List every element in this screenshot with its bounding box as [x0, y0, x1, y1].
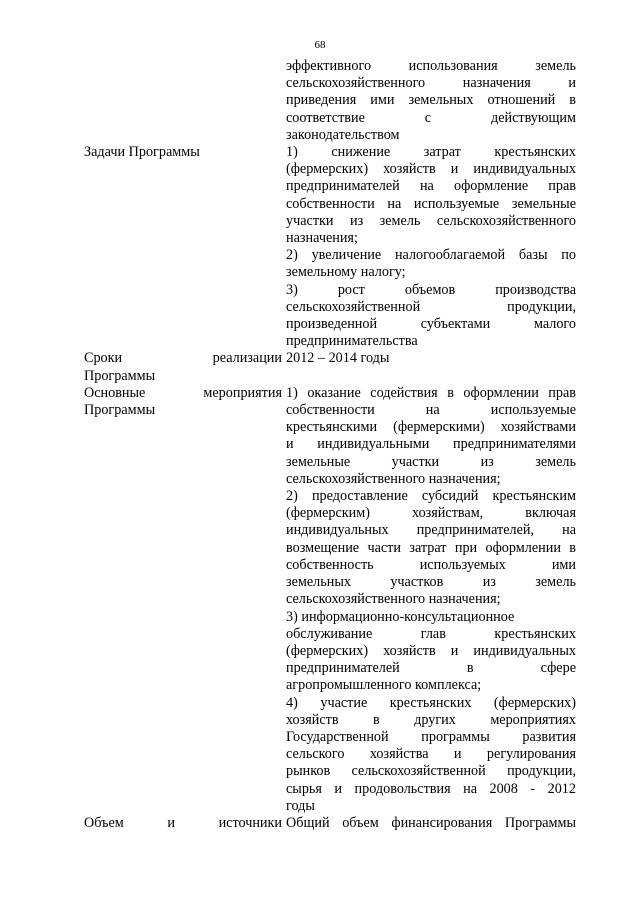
row-value [286, 58, 576, 144]
value-line: собственности на используемые [286, 402, 576, 419]
table-row [84, 815, 576, 832]
value-line: участки из земель сельскохозяйственного [286, 212, 576, 229]
value-line: предпринимателей в сфере [286, 660, 576, 677]
value-line: Государственной программы развития [286, 728, 576, 745]
value-line: эффективного использования земель [286, 58, 576, 74]
value-line: (фермерских) хозяйств и индивидуальных [286, 161, 576, 178]
value-line: хозяйств в других мероприятиях [286, 711, 576, 728]
value-line: агропромышленного комплекса; [286, 677, 482, 694]
value-line: сельского хозяйства и регулирования [286, 746, 576, 763]
row-label [84, 144, 282, 161]
value-line: земельных участков из земель [286, 574, 576, 591]
row-label [84, 350, 282, 384]
value-line: (фермерским) хозяйствам, включая [286, 505, 576, 522]
value-line: индивидуальных предпринимателей, на [286, 522, 576, 539]
table-row [84, 385, 576, 815]
program-passport-table [84, 58, 576, 832]
value-line: (фермерских) хозяйств и индивидуальных [286, 642, 576, 659]
value-line: сельскохозяйственного назначения и [286, 75, 576, 92]
label-line: Программы [84, 367, 156, 384]
value-line: законодательством [286, 126, 400, 143]
table-row [84, 144, 576, 350]
value-line: Общий объем финансирования Программы [286, 814, 576, 831]
row-value [286, 144, 576, 350]
label-line: Задачи Программы [84, 144, 200, 161]
value-line: 2) предоставление субсидий крестьянским [286, 488, 576, 505]
value-line: приведения ими земельных отношений в [286, 92, 576, 109]
value-line: соответствие с действующим [286, 109, 576, 126]
table-row [84, 350, 576, 384]
value-line: собственности на используемые земельные [286, 195, 576, 212]
value-line: и индивидуальными предпринимателями [286, 436, 576, 453]
value-line: назначения; [286, 230, 358, 247]
value-line: предпринимательства [286, 333, 418, 350]
value-line: крестьянскими (фермерскими) хозяйствами [286, 419, 576, 436]
row-value [286, 350, 576, 367]
row-label [84, 815, 282, 832]
value-line: возмещение части затрат при оформлении в [286, 539, 576, 556]
label-line: Программы [84, 402, 156, 419]
value-line: 3) информационно-консультационное [286, 608, 515, 625]
page-number: 68 [314, 39, 326, 51]
value-line: 2012 – 2014 годы [286, 350, 390, 367]
row-label [84, 385, 282, 419]
value-line: земельные участки из земель [286, 453, 576, 470]
value-line: годы [286, 797, 315, 814]
label-line: Основные мероприятия [84, 384, 282, 401]
value-line: сырья и продовольствия на 2008 - 2012 [286, 780, 576, 797]
value-line: 3) рост объемов производства [286, 281, 576, 298]
value-line: собственность используемых ими [286, 556, 576, 573]
value-line: земельному налогу; [286, 264, 406, 281]
row-value [286, 385, 576, 815]
label-line: Сроки реализации [84, 350, 282, 367]
label-line: Объем и источники [84, 814, 282, 831]
value-line: рынков сельскохозяйственной продукции, [286, 763, 576, 780]
value-line: сельскохозяйственного назначения; [286, 591, 501, 608]
value-line: 1) оказание содействия в оформлении прав [286, 384, 576, 401]
value-line: сельскохозяйственной продукции, [286, 298, 576, 315]
row-value [286, 815, 576, 832]
value-line: сельскохозяйственного назначения; [286, 470, 501, 487]
value-line: предпринимателей на оформление прав [286, 178, 576, 195]
value-line: 2) увеличение налогооблагаемой базы по [286, 247, 576, 264]
value-line: 1) снижение затрат крестьянских [286, 144, 576, 161]
value-line: обслуживание глав крестьянских [286, 625, 576, 642]
value-line: 4) участие крестьянских (фермерских) [286, 694, 576, 711]
table-row [84, 58, 576, 144]
value-line: произведенной субъектами малого [286, 316, 576, 333]
